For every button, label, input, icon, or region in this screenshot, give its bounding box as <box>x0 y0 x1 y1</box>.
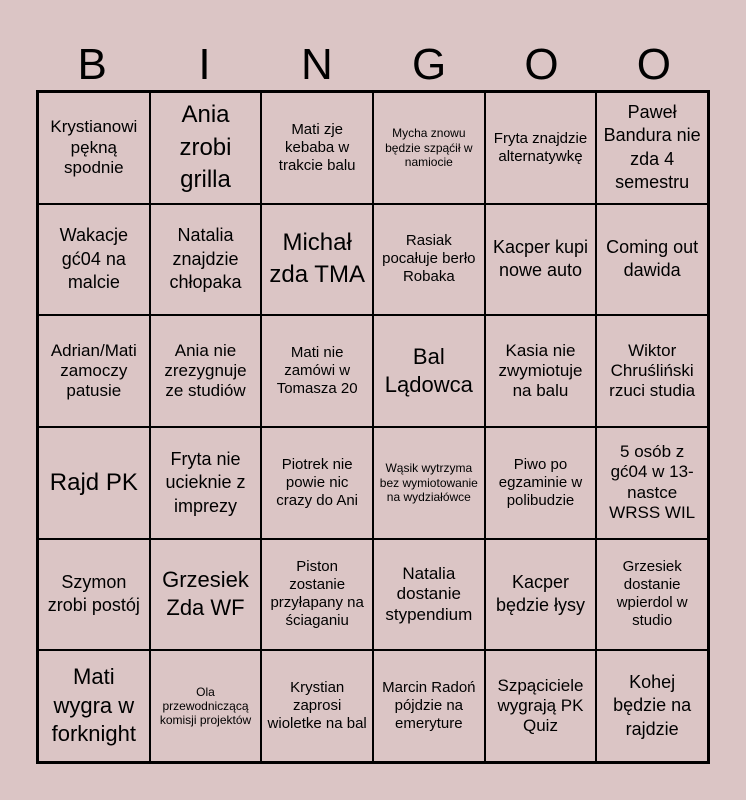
bingo-cell[interactable]: Coming out dawida <box>596 204 708 316</box>
bingo-cell[interactable]: Mati wygra w forknight <box>38 650 150 762</box>
bingo-cell[interactable]: Ania zrobi grilla <box>150 92 262 204</box>
bingo-cell[interactable]: Grzesiek Zda WF <box>150 539 262 651</box>
bingo-cell[interactable]: Kacper kupi nowe auto <box>485 204 597 316</box>
bingo-cell[interactable]: Wiktor Chruśliński rzuci studia <box>596 315 708 427</box>
header-letter: O <box>524 40 559 89</box>
bingo-cell[interactable]: Mati zje kebaba w trakcie balu <box>261 92 373 204</box>
bingo-header <box>36 38 710 92</box>
bingo-cell[interactable]: 5 osób z gć04 w 13-nastce WRSS WIL <box>596 427 708 539</box>
bingo-cell[interactable]: Fryta nie ucieknie z imprezy <box>150 427 262 539</box>
bingo-cell[interactable]: Marcin Radoń pójdzie na emeryture <box>373 650 485 762</box>
bingo-grid <box>36 90 710 764</box>
bingo-cell[interactable]: Kacper będzie łysy <box>485 539 597 651</box>
bingo-cell[interactable]: Szpąciciele wygrają PK Quiz <box>485 650 597 762</box>
header-letter: G <box>412 40 447 89</box>
header-letter: I <box>198 40 211 89</box>
bingo-cell[interactable]: Paweł Bandura nie zda 4 semestru <box>596 92 708 204</box>
bingo-cell[interactable]: Fryta znajdzie alternatywkę <box>485 92 597 204</box>
bingo-cell[interactable]: Rajd PK <box>38 427 150 539</box>
bingo-cell[interactable]: Szymon zrobi postój <box>38 539 150 651</box>
header-letter: N <box>300 40 333 89</box>
bingo-cell[interactable]: Rasiak pocałuje berło Robaka <box>373 204 485 316</box>
bingo-cell[interactable]: Krystian zaprosi wioletke na bal <box>261 650 373 762</box>
bingo-cell[interactable]: Piwo po egzaminie w polibudzie <box>485 427 597 539</box>
bingo-cell[interactable]: Kasia nie zwymiotuje na balu <box>485 315 597 427</box>
header-letter: O <box>636 40 671 89</box>
bingo-cell[interactable]: Ola przewodniczącą komisji projektów <box>150 650 262 762</box>
bingo-cell[interactable]: Wąsik wytrzyma bez wymiotowanie na wydziałówce <box>373 427 485 539</box>
bingo-cell[interactable]: Piotrek nie powie nic crazy do Ani <box>261 427 373 539</box>
bingo-cell[interactable]: Natalia dostanie stypendium <box>373 539 485 651</box>
bingo-cell[interactable]: Kohej będzie na rajdzie <box>596 650 708 762</box>
header-letter: B <box>77 40 107 89</box>
bingo-cell[interactable]: Wakacje gć04 na malcie <box>38 204 150 316</box>
bingo-cell[interactable]: Krystianowi pękną spodnie <box>38 92 150 204</box>
bingo-cell[interactable]: Mycha znowu będzie szpąćił w namiocie <box>373 92 485 204</box>
bingo-cell[interactable]: Bal Lądowca <box>373 315 485 427</box>
bingo-cell[interactable]: Michał zda TMA <box>261 204 373 316</box>
bingo-cell[interactable]: Piston zostanie przyłapany na ściaganiu <box>261 539 373 651</box>
bingo-cell[interactable]: Adrian/Mati zamoczy patusie <box>38 315 150 427</box>
bingo-cell[interactable]: Natalia znajdzie chłopaka <box>150 204 262 316</box>
bingo-cell[interactable]: Ania nie zrezygnuje ze studiów <box>150 315 262 427</box>
bingo-cell[interactable]: Grzesiek dostanie wpierdol w studio <box>596 539 708 651</box>
bingo-cell[interactable]: Mati nie zamówi w Tomasza 20 <box>261 315 373 427</box>
